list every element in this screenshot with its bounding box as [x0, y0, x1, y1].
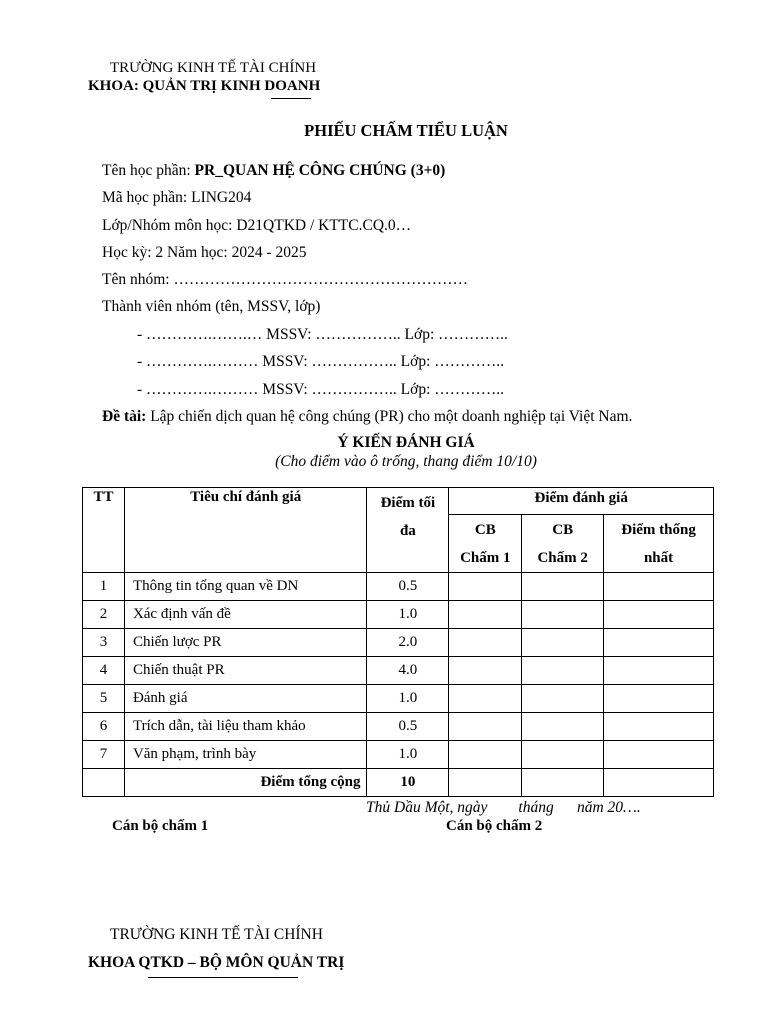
score-cb2-cell[interactable]	[522, 657, 604, 685]
row-criteria: Trích dẫn, tài liệu tham khảo	[124, 713, 367, 741]
row-tt: 4	[83, 657, 125, 685]
total-value: 10	[367, 769, 449, 797]
score-cb1-cell[interactable]	[449, 629, 522, 657]
row-max: 4.0	[367, 657, 449, 685]
row-tt: 5	[83, 685, 125, 713]
header-cb1	[449, 515, 522, 573]
grader1-label: Cán bộ chấm 1	[112, 818, 209, 834]
row-criteria: Thông tin tổng quan về DN	[124, 573, 367, 601]
row-criteria: Xác định vấn đề	[124, 601, 367, 629]
member-line: - ………….……… MSSV: …………….. Lớp: …………..	[137, 381, 505, 398]
score-cb1-cell[interactable]	[449, 741, 522, 769]
header-max	[367, 488, 449, 573]
score-cb1-cell[interactable]	[449, 573, 522, 601]
date-line: Thủ Dầu Một, ngày tháng năm 20….	[366, 799, 641, 816]
form-title: PHIẾU CHẤM TIỂU LUẬN	[304, 121, 508, 140]
score-agreed-cell[interactable]	[604, 741, 714, 769]
row-max: 2.0	[367, 629, 449, 657]
score-cb1-cell[interactable]	[449, 601, 522, 629]
course-code: Mã học phần: LING204	[102, 189, 252, 206]
table-row	[83, 601, 714, 629]
row-tt: 6	[83, 713, 125, 741]
score-agreed-cell[interactable]	[604, 573, 714, 601]
header-tt: TT	[83, 488, 125, 573]
evaluation-subtitle: (Cho điểm vào ô trống, thang điểm 10/10)	[275, 453, 537, 470]
total-cb2-cell[interactable]	[522, 769, 604, 797]
course-name-value: PR_QUAN HỆ CÔNG CHÚNG (3+0)	[194, 162, 446, 179]
header-agreed	[604, 515, 714, 573]
table-row	[83, 657, 714, 685]
members-label: Thành viên nhóm (tên, MSSV, lớp)	[102, 298, 321, 315]
row-criteria: Đánh giá	[124, 685, 367, 713]
score-cb2-cell[interactable]	[522, 601, 604, 629]
row-max: 1.0	[367, 741, 449, 769]
row-max: 0.5	[367, 573, 449, 601]
score-agreed-cell[interactable]	[604, 685, 714, 713]
total-label: Điểm tổng cộng	[124, 769, 367, 797]
total-agreed-cell[interactable]	[604, 769, 714, 797]
group-name: Tên nhóm: …………………………………………………	[102, 271, 468, 288]
footer-underline	[148, 977, 298, 978]
table-row	[83, 573, 714, 601]
header-cb2	[522, 515, 604, 573]
faculty-name: KHOA: QUẢN TRỊ KINH DOANH	[88, 78, 321, 94]
header-max-line2: đa	[399, 523, 416, 539]
topic-value: Lập chiến dịch quan hệ công chúng (PR) cho một doanh nghiệp tại Việt Nam.	[150, 408, 633, 425]
evaluation-title: Ý KIẾN ĐÁNH GIÁ	[337, 434, 475, 451]
score-agreed-cell[interactable]	[604, 713, 714, 741]
score-cb2-cell[interactable]	[522, 713, 604, 741]
table-row	[83, 629, 714, 657]
footer-faculty-name: KHOA QTKD – BỘ MÔN QUẢN TRỊ	[88, 954, 345, 971]
header-cb2-line2: Chấm 2	[537, 550, 588, 566]
row-tt: 3	[83, 629, 125, 657]
row-criteria: Văn phạm, trình bày	[124, 741, 367, 769]
header-criteria: Tiêu chí đánh giá	[124, 488, 367, 573]
row-tt: 7	[83, 741, 125, 769]
row-criteria: Chiến thuật PR	[124, 657, 367, 685]
score-cb1-cell[interactable]	[449, 713, 522, 741]
table-row	[83, 685, 714, 713]
semester: Học kỳ: 2 Năm học: 2024 - 2025	[102, 244, 307, 261]
score-cb2-cell[interactable]	[522, 629, 604, 657]
header-agreed-line1: Điểm thống	[621, 522, 696, 538]
header-agreed-line2: nhất	[643, 550, 674, 566]
total-cb1-cell[interactable]	[449, 769, 522, 797]
row-tt: 2	[83, 601, 125, 629]
topic	[102, 408, 632, 426]
grading-table	[82, 487, 714, 797]
score-agreed-cell[interactable]	[604, 657, 714, 685]
course-name	[102, 162, 445, 180]
total-tt-cell	[83, 769, 125, 797]
header-max-line1: Điểm tối	[380, 495, 436, 511]
row-tt: 1	[83, 573, 125, 601]
score-cb2-cell[interactable]	[522, 685, 604, 713]
score-cb1-cell[interactable]	[449, 657, 522, 685]
header-cb1-line2: Chấm 1	[460, 550, 511, 566]
course-name-label: Tên học phần:	[102, 162, 195, 179]
header-cb1-line1: CB	[474, 522, 496, 538]
class-group: Lớp/Nhóm môn học: D21QTKD / KTTC.CQ.0…	[102, 217, 412, 234]
header-cb2-line1: CB	[552, 522, 574, 538]
score-cb2-cell[interactable]	[522, 741, 604, 769]
row-max: 1.0	[367, 685, 449, 713]
header-score-group: Điểm đánh giá	[449, 488, 714, 515]
score-cb1-cell[interactable]	[449, 685, 522, 713]
score-cb2-cell[interactable]	[522, 573, 604, 601]
grader2-label: Cán bộ chấm 2	[446, 818, 543, 834]
total-row	[83, 769, 714, 797]
header-underline	[271, 98, 311, 99]
row-max: 0.5	[367, 713, 449, 741]
member-line: - ………….…….… MSSV: …………….. Lớp: …………..	[137, 326, 508, 343]
row-max: 1.0	[367, 601, 449, 629]
member-line: - ………….……… MSSV: …………….. Lớp: …………..	[137, 353, 505, 370]
topic-label: Đề tài:	[102, 408, 151, 425]
score-agreed-cell[interactable]	[604, 629, 714, 657]
footer-school-name: TRƯỜNG KINH TẾ TÀI CHÍNH	[110, 926, 323, 943]
score-agreed-cell[interactable]	[604, 601, 714, 629]
row-criteria: Chiến lược PR	[124, 629, 367, 657]
school-name: TRƯỜNG KINH TẾ TÀI CHÍNH	[110, 60, 317, 76]
table-row	[83, 713, 714, 741]
table-row	[83, 741, 714, 769]
